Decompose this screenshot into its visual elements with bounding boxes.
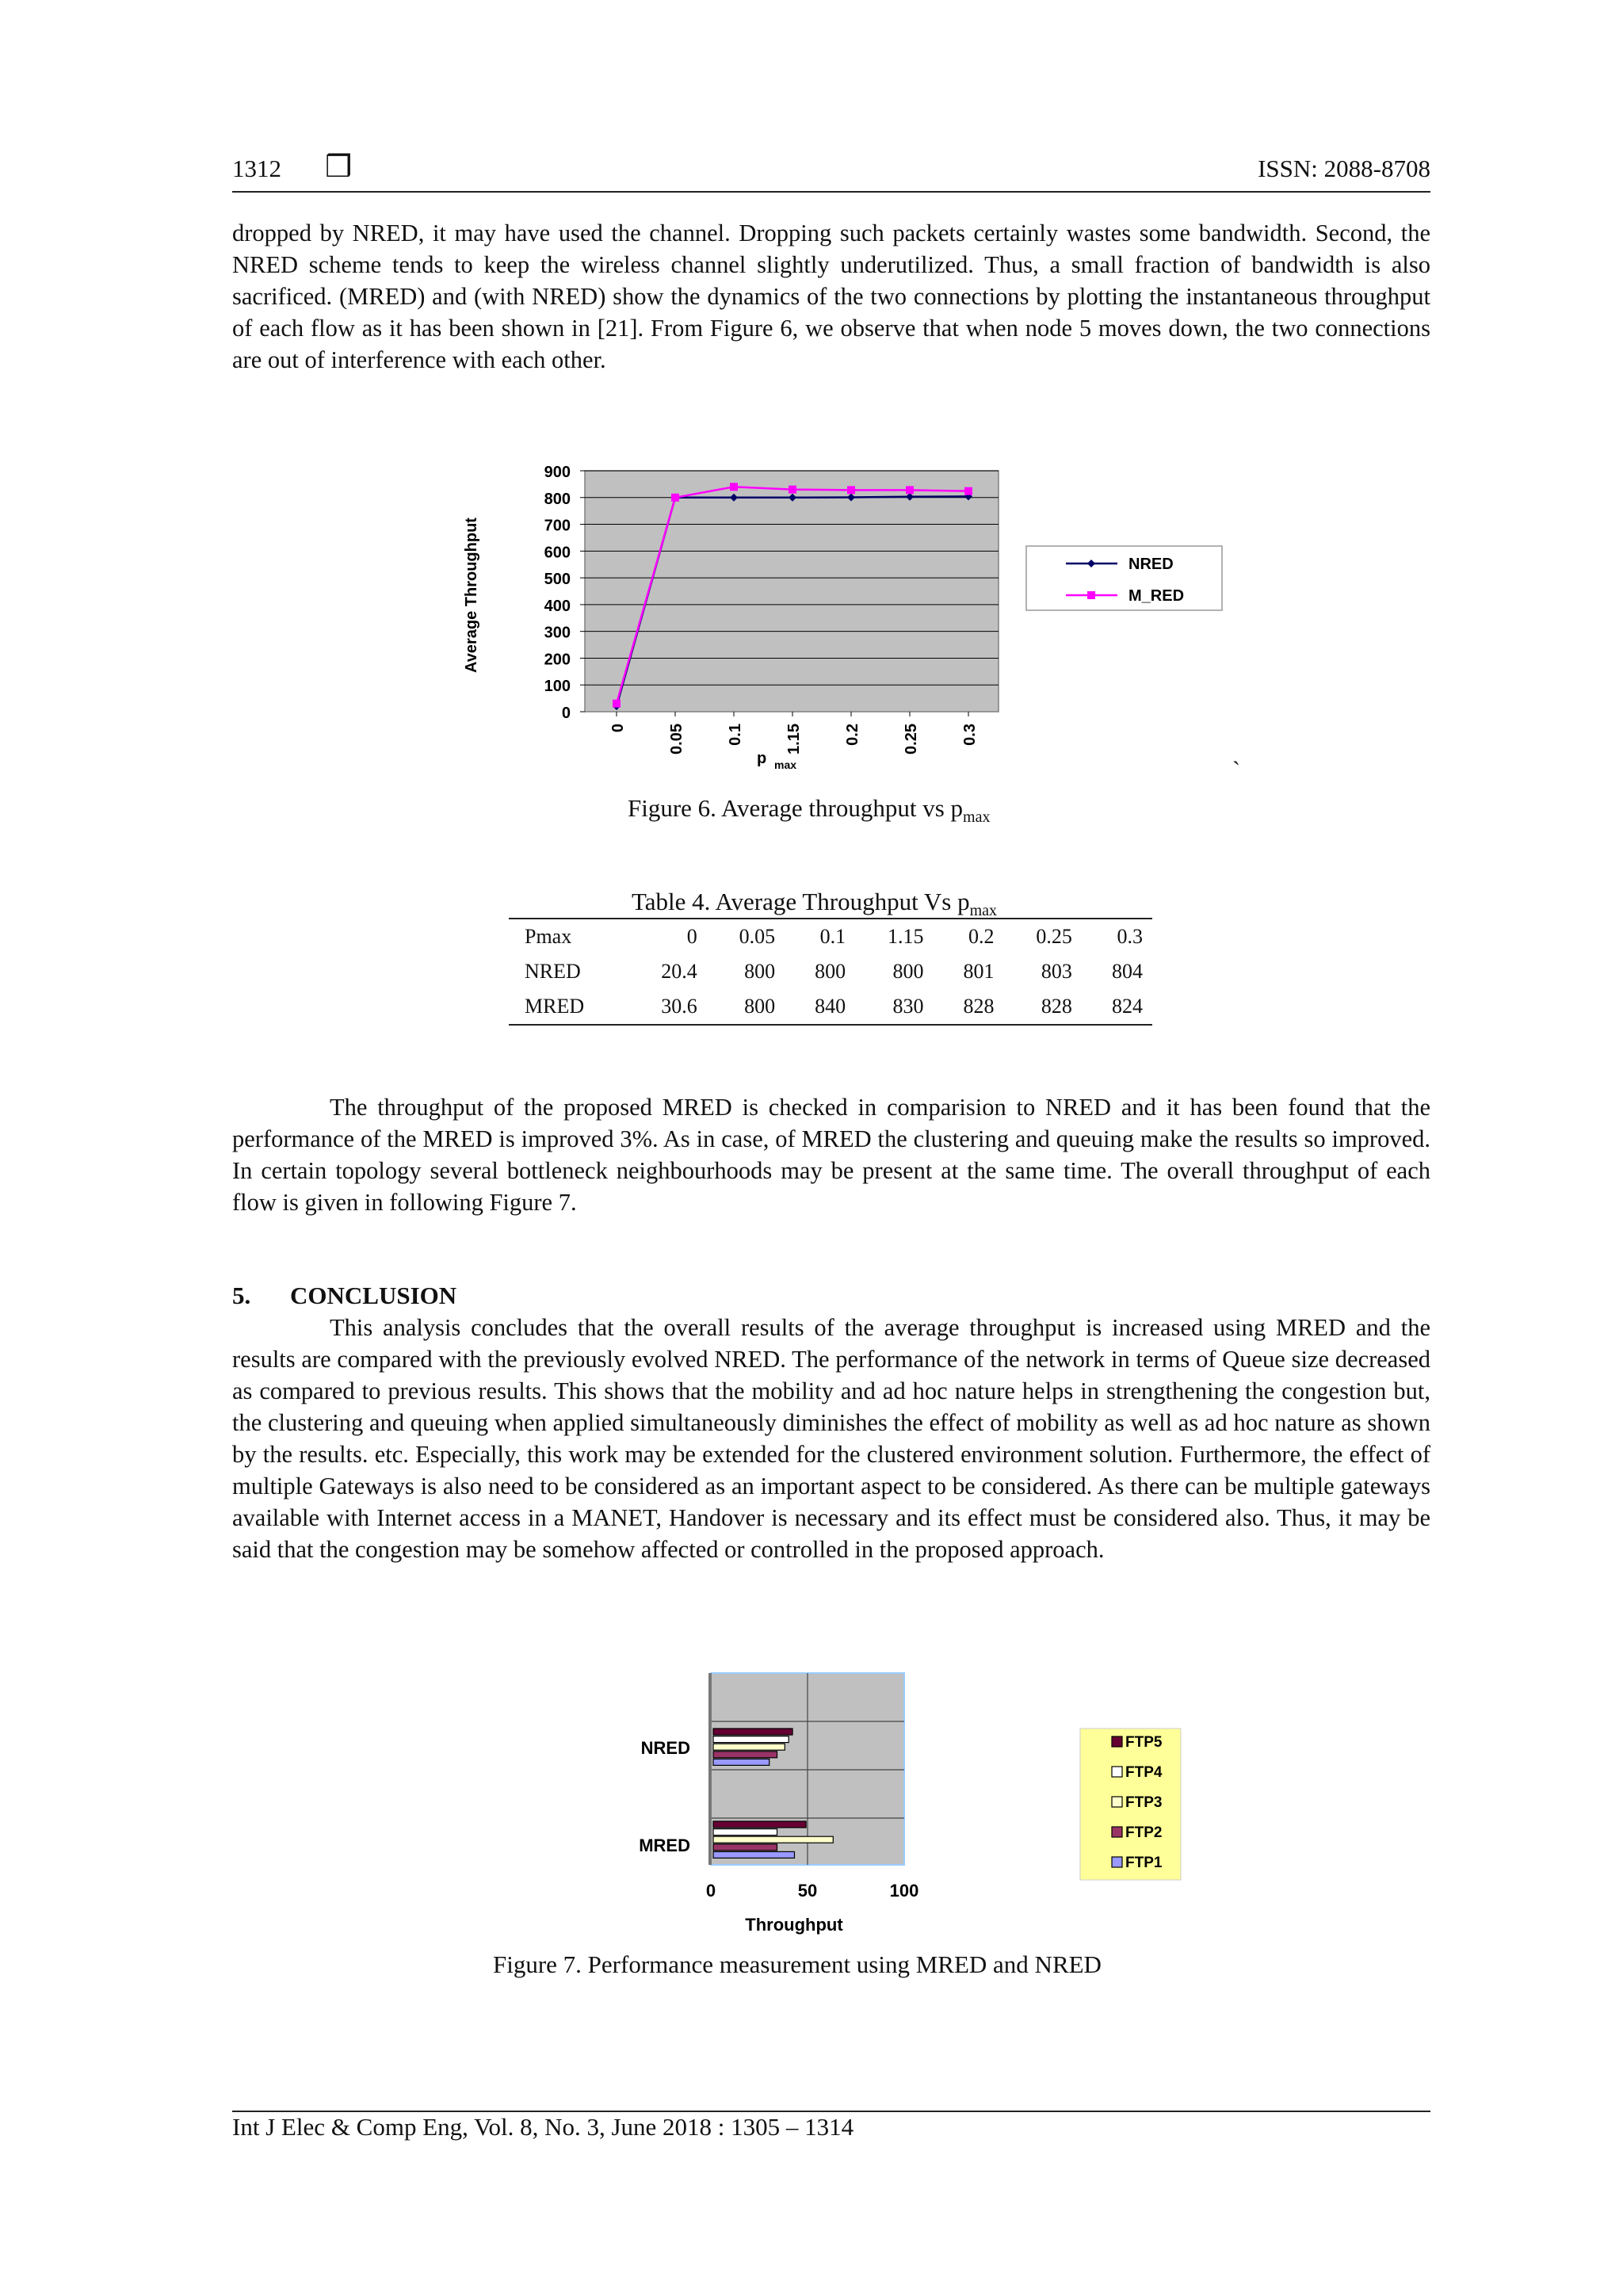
bar-ftp2 [713,1752,777,1758]
figure6-chart [0,0,1623,872]
bar-ftp5 [713,1821,806,1828]
y-tick-label: 700 [544,517,571,535]
table-cell: 800 [815,960,846,983]
legend-label: FTP4 [1125,1764,1163,1781]
x-tick-label: 0 [705,1881,716,1901]
legend-label: FTP1 [1125,1855,1163,1871]
y-axis-label: Average Throughput [463,518,480,673]
table4-caption-sub: max [969,902,998,920]
data-point [847,486,855,494]
table-cell: 800 [707,989,785,1025]
data-point [671,494,679,502]
table-row [509,954,1152,989]
box-symbol: ❒ [325,149,353,184]
legend-swatch [1112,1857,1122,1867]
bar-ftp3 [713,1836,833,1843]
plot-area [585,471,999,712]
legend-marker [1087,591,1095,599]
legend-label: M_RED [1128,587,1185,605]
data-point [906,486,914,494]
y-tick-label: 900 [544,464,571,481]
figure7-chart [0,1648,1623,1950]
table-cell: 30.6 [629,989,707,1025]
conclusion-text: This analysis concludes that the overall results of the average throughput is increased using MRED and the results are compared with the previously evolved NRED. The performance of the network in terms of Queue size decreased as compared to previous results. This shows that the mobility and ad hoc nature helps in strengthening the congestion but, the clustering and queuing when applied simultaneously diminishes the effect of mobility as well as ad hoc nature as shown by the results. etc. Especially, this work may be extended for the clustered environment solution. Furthermore, the effect of multiple Gateways is also need to be considered as an important aspect to be considered. As there can be multiple gateways available with Internet access in a MANET, Handover is necessary and its effect must be considered also. Thus, it may be said that the congestion may be somehow affected or controlled in the proposed approach. [232,1314,1430,1563]
bar-ftp4 [713,1736,789,1743]
table-cell: 830 [855,989,933,1025]
table4-caption-text: Table 4. Average Throughput Vs p [632,888,970,915]
y-tick-label: 0 [561,705,571,722]
section-number: 5. [232,1282,251,1309]
table-cell: 804 [1112,960,1143,983]
data-point [789,486,796,494]
legend-label: FTP3 [1125,1794,1163,1811]
footer-rule [232,2111,1430,2112]
x-tick-label: 0.05 [668,724,685,755]
y-axis-strip [708,1673,712,1865]
x-tick-label: 50 [797,1881,818,1901]
table-cell: MRED [509,989,629,1025]
figure6-caption-sub: max [963,808,991,827]
table-header-cell: 0.1 [785,919,855,954]
x-tick-label: 0.3 [961,724,979,746]
y-tick-label: 800 [544,490,571,508]
table-header-row [509,919,1152,954]
x-tick-label: 0.25 [903,724,920,755]
bar-ftp5 [713,1729,792,1735]
y-tick-label: 500 [544,571,571,589]
table-header-cell: 0.3 [1082,919,1152,954]
table-cell: 824 [1082,989,1152,1025]
x-tick-label: 100 [889,1881,919,1901]
y-tick-label: 600 [544,544,571,562]
legend-swatch [1112,1736,1122,1747]
section-heading [232,1282,456,1310]
bar-ftp1 [713,1851,794,1858]
table-cell: 803 [1041,960,1072,983]
legend-label: FTP5 [1125,1734,1163,1751]
table4-caption [632,888,997,920]
table-header-cell: 0 [629,919,707,954]
table-header-cell: Pmax [509,919,629,954]
x-tick-label: 1.15 [785,724,803,755]
figure6-caption-text: Figure 6. Average throughput vs p [628,794,964,822]
table-cell: 800 [892,960,924,983]
table-header-cell: 1.15 [855,919,933,954]
data-point [730,483,738,491]
table-cell: 20.4 [661,960,697,983]
y-tick-label: 200 [544,651,571,669]
issn: ISSN: 2088-8708 [1258,155,1430,182]
section-title: CONCLUSION [290,1282,457,1309]
data-point [964,487,972,495]
y-tick-label: 100 [544,678,571,696]
legend-swatch [1112,1827,1122,1837]
table-row [509,989,1152,1025]
y-tick-label: 300 [544,624,571,642]
legend-label: NRED [1128,556,1174,573]
table-cell: 801 [963,960,995,983]
table-cell: 828 [933,989,1003,1025]
bar-ftp3 [713,1744,785,1750]
data-point [613,700,621,708]
legend-label: FTP2 [1125,1824,1163,1841]
legend-swatch [1112,1797,1122,1807]
bar-ftp2 [713,1844,777,1851]
category-label: NRED [640,1738,690,1758]
table-header-cell: 0.2 [933,919,1003,954]
table-cell: 800 [744,960,776,983]
x-tick-label: 0.1 [727,724,744,746]
table-header-cell: 0.05 [707,919,785,954]
table-header-cell: 0.25 [1004,919,1082,954]
category-label: MRED [639,1836,690,1855]
y-tick-label: 400 [544,597,571,615]
x-tick-label: 0.2 [844,724,861,746]
bar-ftp1 [713,1759,769,1765]
body-paragraph [232,1091,1430,1218]
table-cell: 828 [1004,989,1082,1025]
footer-text: Int J Elec & Comp Eng, Vol. 8, No. 3, June 2018 : 1305 – 1314 [232,2113,854,2141]
legend-swatch [1112,1767,1122,1777]
table-cell: NRED [525,960,581,983]
table4 [509,918,1152,1026]
x-axis-label-sub: max [774,758,797,771]
figure6-caption [628,794,990,827]
page-number: 1312 [232,155,281,182]
conclusion-paragraph [232,1312,1430,1565]
x-axis-label: p [757,750,767,767]
figure7-caption: Figure 7. Performance measurement using MRED and NRED [493,1950,1102,1978]
stray-mark: ` [1232,757,1240,783]
bar-ftp4 [713,1829,777,1836]
table-cell: 840 [785,989,855,1025]
x-tick-label: 0 [609,724,627,733]
intro-text: dropped by NRED, it may have used the channel. Dropping such packets certainly wastes some bandwidth. Second, the NRED scheme tends to keep the wireless channel slightly underutilized. Thus, a small fraction of bandwidth is also sacrificed. (MRED) and (with NRED) show the dynamics of the two connections by plotting the instantaneous throughput of each flow as it has been shown in [21]. From Figure 6, we observe that when node 5 moves down, the two connections are out of interference with each other. [232,220,1430,373]
body-text: The throughput of the proposed MRED is checked in comparision to NRED and it has been found that the performance of the MRED is improved 3%. As in case, of MRED the clustering and queuing make the results so improved. In certain topology several bottleneck neighbourhoods may be present at the same time. The overall throughput of each flow is given in following Figure 7. [232,1094,1430,1216]
legend-box [1026,546,1222,610]
x-axis-label: Throughput [745,1915,843,1935]
